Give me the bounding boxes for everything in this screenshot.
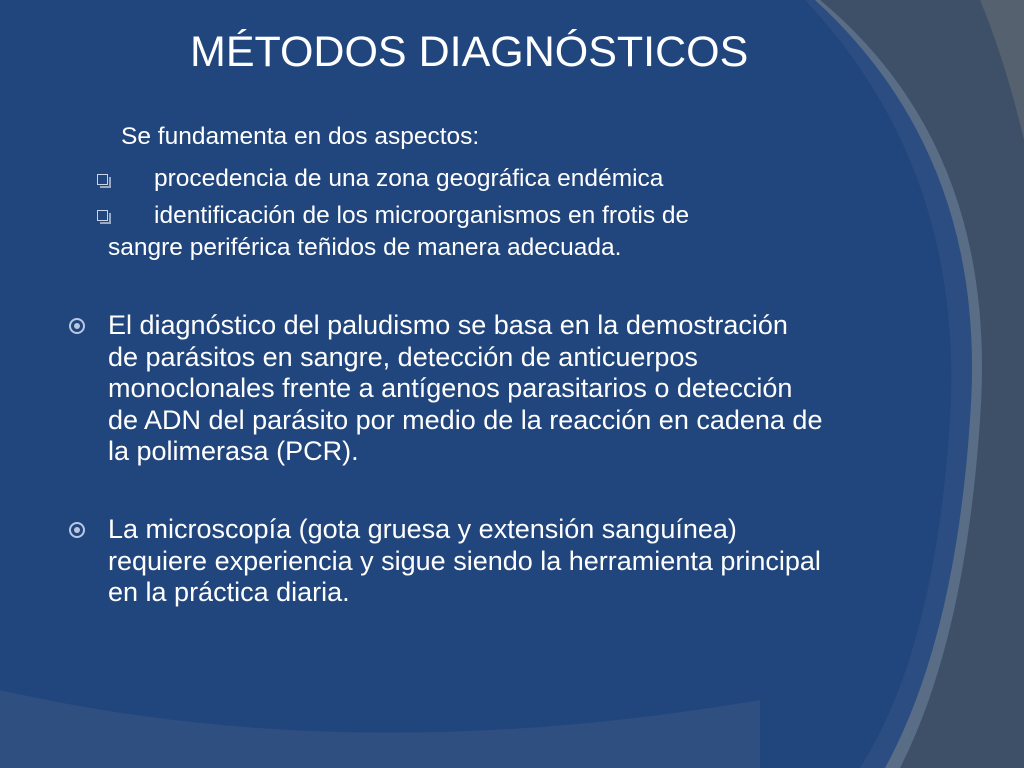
list-item [108,200,908,264]
list-item-text: sangre periférica teñidos de manera adecuada. [108,234,622,261]
paragraph-line: La microscopía (gota gruesa y extensión sanguínea) [108,514,737,544]
paragraph-line: monoclonales frente a antígenos parasitarios o detección [108,373,793,403]
list-item-text: identificación de los microorganismos en frotis de [154,202,690,229]
paragraph [108,310,988,468]
circle-bullet-icon [69,318,85,334]
paragraph-line: de parásitos en sangre, detección de anticuerpos [108,341,698,372]
list-item-text: procedencia de una zona geográfica endémica [154,165,664,192]
paragraph [108,514,988,609]
paragraph-line: en la práctica diaria. [108,577,350,607]
circle-bullet-icon [69,522,85,538]
page-title: MÉTODOS DIAGNÓSTICOS [190,28,749,76]
square-bullet-icon [97,210,108,221]
paragraph-line: de ADN del parásito por medio de la reacción en cadena de [108,404,823,435]
paragraph-line: requiere experiencia y sigue siendo la herramienta principal [108,545,821,576]
list-item [108,163,908,195]
paragraph-line: El diagnóstico del paludismo se basa en la demostración [108,310,788,340]
paragraph-line: la polimerasa (PCR). [108,436,359,466]
square-bullet-icon [97,174,108,185]
intro-text: Se fundamenta en dos aspectos: [121,123,480,150]
